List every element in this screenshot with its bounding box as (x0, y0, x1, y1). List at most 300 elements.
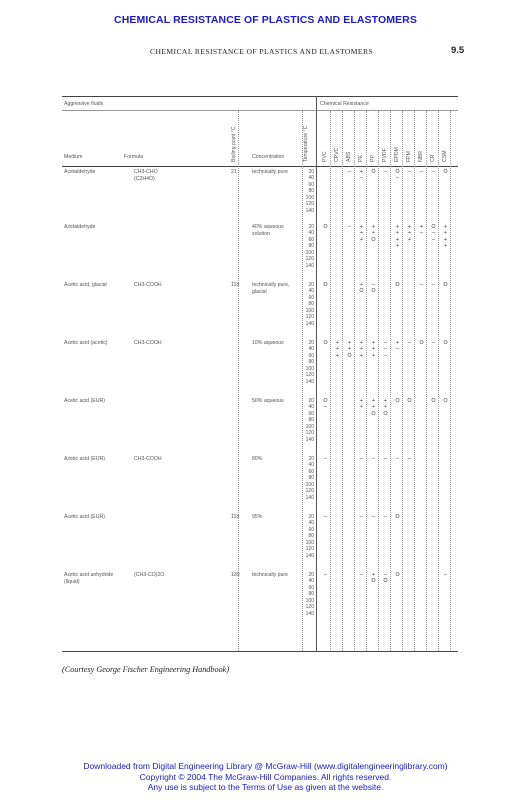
resistance-rating: – (408, 340, 411, 346)
temperature-value: 120 (305, 546, 314, 553)
resistance-rating: O (443, 169, 448, 175)
temperature-value: 60 (308, 584, 314, 591)
temperature-value: 40 (308, 230, 314, 237)
rating-column (369, 340, 378, 385)
temperature-value: 80 (308, 533, 314, 540)
resistance-rating (381, 321, 390, 327)
temperature-value: 40 (308, 520, 314, 527)
resistance-rating (381, 553, 390, 559)
rating-column (321, 456, 330, 501)
temperature-value: 100 (305, 249, 314, 256)
temperature-list (300, 169, 314, 214)
resistance-rating: + (335, 346, 340, 353)
resistance-rating (393, 495, 402, 501)
rating-column (381, 169, 390, 214)
medium-name: Acetaldehyde (64, 169, 96, 175)
temperature-value: 60 (308, 181, 314, 188)
resistance-rating: – (384, 169, 387, 175)
resistance-rating (369, 263, 378, 269)
rating-column (369, 456, 378, 501)
resistance-rating (345, 437, 354, 443)
temperature-value: 140 (305, 320, 314, 327)
resistance-rating: O (371, 288, 376, 295)
resistance-rating (321, 437, 330, 443)
temperature-value: 60 (308, 236, 314, 243)
resistance-rating (405, 437, 414, 443)
material-column-divider (438, 111, 439, 651)
rating-column (429, 282, 438, 327)
rating-column (393, 456, 402, 501)
rating-column (345, 224, 354, 269)
resistance-rating (357, 611, 366, 617)
rating-column (345, 282, 354, 327)
resistance-rating: + (443, 224, 448, 230)
table-top-rule (62, 96, 458, 97)
formula-line-2: (C2H4O) (134, 175, 155, 182)
resistance-rating (321, 208, 330, 214)
rating-column (441, 398, 450, 443)
rating-column (333, 398, 342, 443)
resistance-rating (441, 208, 450, 214)
resistance-rating: + (383, 398, 388, 404)
resistance-rating: – (432, 340, 435, 346)
temperature-value: 40 (308, 175, 314, 182)
temperature-value: 120 (305, 372, 314, 379)
resistance-rating: + (395, 236, 400, 243)
rating-column (417, 340, 426, 385)
rating-column (429, 398, 438, 443)
resistance-rating: – (420, 230, 423, 237)
temperature-value: 100 (305, 365, 314, 372)
footer-line-3: Any use is subject to the Terms of Use as given at the website. (147, 782, 384, 792)
rating-column (405, 340, 414, 385)
resistance-rating: + (383, 404, 388, 411)
resistance-rating (441, 553, 450, 559)
resistance-rating (417, 208, 426, 214)
material-column-divider (378, 111, 379, 651)
resistance-rating: – (384, 572, 387, 578)
rating-column (321, 398, 330, 443)
resistance-rating: + (359, 169, 364, 175)
group-header-aggressive-fluids: Aggressive fluids (64, 101, 104, 107)
resistance-rating (321, 611, 330, 617)
resistance-rating: + (419, 224, 424, 230)
temperature-value: 80 (308, 417, 314, 424)
temperature-value: 20 (308, 340, 314, 346)
temperature-value: 140 (305, 494, 314, 501)
resistance-rating: O (371, 578, 376, 585)
temperature-value: 120 (305, 604, 314, 611)
header-material: ABS (346, 151, 352, 162)
resistance-rating: O (431, 224, 436, 230)
footer-line-2: Copyright © 2004 The McGraw-Hill Companies. All rights reserved. (139, 771, 392, 782)
rating-column (357, 169, 366, 214)
rating-column (429, 224, 438, 269)
rating-column (429, 572, 438, 617)
resistance-rating: + (443, 230, 448, 237)
resistance-rating: + (395, 243, 400, 250)
resistance-rating (345, 553, 354, 559)
rating-column (345, 456, 354, 501)
resistance-rating: + (395, 224, 400, 230)
resistance-rating (381, 263, 390, 269)
resistance-rating: – (348, 224, 351, 230)
resistance-rating: – (396, 175, 399, 182)
rating-column (357, 224, 366, 269)
medium-name: Acetaldehyde (64, 224, 96, 230)
rating-column (441, 340, 450, 385)
rating-column (417, 456, 426, 501)
resistance-rating: O (371, 236, 376, 243)
concentration: technically pure (252, 572, 289, 578)
rating-column (357, 514, 366, 559)
resistance-rating: – (348, 169, 351, 175)
resistance-rating: O (395, 169, 400, 175)
temperature-value: 60 (308, 294, 314, 301)
temperature-value: 120 (305, 256, 314, 263)
concentration: technically pure (252, 169, 289, 175)
temperature-value: 140 (305, 552, 314, 559)
resistance-rating: + (359, 230, 364, 237)
resistance-rating (357, 437, 366, 443)
temperature-value: 80 (308, 475, 314, 482)
resistance-rating: – (432, 169, 435, 175)
header-material: PE (358, 155, 364, 162)
header-formula: Formula (124, 154, 144, 160)
material-column-divider (330, 111, 331, 651)
medium-name: Acetic acid, glacial (64, 282, 107, 288)
resistance-rating (417, 553, 426, 559)
material-column-divider (402, 111, 403, 651)
header-medium: Medium (64, 154, 83, 160)
rating-column (381, 572, 390, 617)
resistance-rating (345, 321, 354, 327)
temperature-value: 140 (305, 262, 314, 269)
resistance-rating: + (371, 404, 376, 411)
resistance-rating (429, 208, 438, 214)
header-material: FPM (406, 151, 412, 162)
rating-column (393, 282, 402, 327)
resistance-rating: – (372, 282, 375, 288)
resistance-rating: – (432, 230, 435, 237)
rating-column (357, 456, 366, 501)
rating-column (381, 456, 390, 501)
formula: CH3-COOH (134, 340, 162, 346)
temperature-list (300, 224, 314, 269)
resistance-rating (381, 208, 390, 214)
resistance-rating: – (420, 169, 423, 175)
table-group-rule (62, 110, 458, 111)
rating-column (345, 572, 354, 617)
resistance-rating: O (443, 340, 448, 346)
resistance-rating (369, 379, 378, 385)
boiling-point: 118 (231, 514, 240, 520)
resistance-rating (417, 379, 426, 385)
resistance-rating: O (323, 224, 328, 230)
rating-column (357, 398, 366, 443)
material-column-divider (354, 111, 355, 651)
rating-column (429, 514, 438, 559)
temperature-list (300, 514, 314, 559)
rating-column (381, 398, 390, 443)
resistance-rating: O (323, 282, 328, 288)
rating-column (333, 340, 342, 385)
resistance-rating: + (371, 224, 376, 230)
rating-column (417, 398, 426, 443)
resistance-rating (333, 208, 342, 214)
courtesy-note: (Courtesy George Fischer Engineering Handbook) (62, 665, 230, 674)
header-temperature: Temperature °C (303, 125, 309, 162)
medium-name: Acetic acid anhydride (64, 572, 114, 578)
header-material: PVC (322, 151, 328, 162)
resistance-rating (393, 611, 402, 617)
material-column-divider (450, 111, 451, 651)
resistance-rating (321, 495, 330, 501)
concentration: 95% (252, 514, 263, 520)
resistance-rating (429, 437, 438, 443)
rating-column (333, 456, 342, 501)
rating-column (405, 282, 414, 327)
rating-column (321, 572, 330, 617)
formula: CH3-CHO (134, 169, 158, 175)
rating-column (321, 169, 330, 214)
table-header-rule (62, 166, 458, 167)
temperature-value: 100 (305, 597, 314, 604)
resistance-rating: O (419, 340, 424, 346)
temperature-value: 100 (305, 481, 314, 488)
resistance-rating: + (347, 346, 352, 353)
boiling-point: 139 (231, 572, 240, 578)
resistance-rating (441, 263, 450, 269)
rating-column (357, 340, 366, 385)
resistance-rating: + (407, 224, 412, 230)
rating-column (417, 514, 426, 559)
resistance-rating: – (444, 572, 447, 578)
resistance-rating: + (443, 236, 448, 243)
formula: (CH3-CO)2O (134, 572, 165, 578)
resistance-rating (369, 321, 378, 327)
rating-column (345, 169, 354, 214)
resistance-rating: + (359, 346, 364, 353)
resistance-rating: + (371, 346, 376, 353)
rating-column (369, 282, 378, 327)
resistance-rating (429, 553, 438, 559)
resistance-rating: + (407, 236, 412, 243)
temperature-value: 100 (305, 307, 314, 314)
resistance-rating (333, 553, 342, 559)
rating-column (429, 340, 438, 385)
material-column-divider (342, 111, 343, 651)
resistance-rating: – (396, 346, 399, 353)
rating-column (393, 398, 402, 443)
rating-column (321, 224, 330, 269)
resistance-rating (369, 208, 378, 214)
resistance-rating: – (420, 282, 423, 288)
material-column-divider (366, 111, 367, 651)
resistance-rating (381, 437, 390, 443)
resistance-rating (369, 495, 378, 501)
resistance-rating (441, 321, 450, 327)
rating-column (333, 224, 342, 269)
rating-column (429, 169, 438, 214)
resistance-rating (345, 379, 354, 385)
temperature-value: 80 (308, 359, 314, 366)
temperature-value: 20 (308, 514, 314, 520)
rating-column (369, 398, 378, 443)
temperature-value: 80 (308, 591, 314, 598)
temperature-value: 140 (305, 378, 314, 385)
rating-column (345, 514, 354, 559)
header-material: NBR (418, 151, 424, 162)
rating-column (321, 514, 330, 559)
rating-column (369, 224, 378, 269)
temperature-value: 60 (308, 410, 314, 417)
rating-column (417, 224, 426, 269)
temperature-value: 120 (305, 314, 314, 321)
resistance-rating: + (371, 352, 376, 359)
resistance-rating: O (371, 410, 376, 417)
resistance-rating: – (384, 340, 387, 346)
boiling-point: 21 (231, 169, 237, 175)
resistance-rating (417, 437, 426, 443)
resistance-rating: + (335, 340, 340, 346)
medium-name: Acetic acid (acetic) (64, 340, 108, 346)
resistance-rating (429, 379, 438, 385)
resistance-rating (429, 263, 438, 269)
formula: CH3-COOH (134, 282, 162, 288)
temperature-value: 80 (308, 301, 314, 308)
header-material: EPDM (394, 147, 400, 162)
temperature-value: 60 (308, 352, 314, 359)
resistance-rating: – (432, 236, 435, 243)
resistance-rating (405, 611, 414, 617)
resistance-rating: + (359, 398, 364, 404)
resistance-rating: + (371, 230, 376, 237)
rating-column (441, 169, 450, 214)
resistance-rating: – (360, 456, 363, 462)
resistance-rating (429, 321, 438, 327)
temperature-value: 40 (308, 346, 314, 353)
resistance-rating: – (408, 456, 411, 462)
resistance-rating (381, 495, 390, 501)
resistance-rating: O (347, 352, 352, 359)
resistance-rating: O (383, 410, 388, 417)
group-header-chemical-resistance: Chemical Resistance (320, 101, 369, 107)
temperature-value: 100 (305, 539, 314, 546)
resistance-rating (333, 263, 342, 269)
temperature-value: 140 (305, 207, 314, 214)
resistance-rating (357, 321, 366, 327)
resistance-rating (393, 379, 402, 385)
temperature-list (300, 340, 314, 385)
footer (0, 761, 531, 793)
resistance-rating: – (396, 456, 399, 462)
rating-column (405, 398, 414, 443)
temperature-value: 20 (308, 169, 314, 175)
resistance-rating (345, 208, 354, 214)
resistance-rating (333, 437, 342, 443)
resistance-rating: O (443, 398, 448, 404)
rating-column (441, 224, 450, 269)
resistance-rating (321, 263, 330, 269)
resistance-rating: – (408, 169, 411, 175)
resistance-rating (429, 611, 438, 617)
resistance-rating: – (384, 346, 387, 353)
temperature-list (300, 282, 314, 327)
resistance-rating: O (395, 572, 400, 578)
rating-column (405, 169, 414, 214)
resistance-rating: + (371, 572, 376, 578)
resistance-rating: + (395, 340, 400, 346)
resistance-rating (357, 263, 366, 269)
rating-column (393, 340, 402, 385)
footer-line-1: Downloaded from Digital Engineering Library @ McGraw-Hill (www.digitalengineeringlibrary.com) (83, 761, 448, 771)
rating-column (357, 282, 366, 327)
resistance-rating: – (360, 514, 363, 520)
rating-column (441, 572, 450, 617)
resistance-rating: + (359, 404, 364, 411)
header-concentration: Concentration (252, 154, 285, 160)
temperature-value: 60 (308, 526, 314, 533)
temperature-value: 40 (308, 462, 314, 469)
temperature-value: 120 (305, 201, 314, 208)
resistance-rating: + (359, 236, 364, 243)
resistance-rating (417, 321, 426, 327)
temperature-value: 40 (308, 404, 314, 411)
rating-column (357, 572, 366, 617)
resistance-rating (405, 321, 414, 327)
resistance-rating (357, 553, 366, 559)
temperature-value: 40 (308, 288, 314, 295)
resistance-rating: + (359, 224, 364, 230)
rating-column (381, 224, 390, 269)
resistance-rating: + (335, 352, 340, 359)
resistance-rating: – (360, 572, 363, 578)
resistance-rating: + (359, 282, 364, 288)
column-divider (238, 111, 239, 651)
resistance-rating (429, 495, 438, 501)
resistance-rating: + (407, 230, 412, 237)
rating-column (393, 169, 402, 214)
resistance-rating: – (324, 514, 327, 520)
medium-name-line-2: (liquid) (64, 578, 80, 585)
resistance-rating: – (384, 352, 387, 359)
header-material: PVDF (382, 148, 388, 162)
temperature-value: 100 (305, 194, 314, 201)
group-divider (316, 96, 317, 652)
rating-column (369, 169, 378, 214)
download-banner: CHEMICAL RESISTANCE OF PLASTICS AND ELASTOMERS (114, 14, 417, 26)
rating-column (405, 456, 414, 501)
rating-column (405, 224, 414, 269)
resistance-rating (405, 379, 414, 385)
concentration: technically pure, (252, 282, 290, 288)
rating-column (417, 572, 426, 617)
rating-column (381, 340, 390, 385)
medium-name: Acetic acid (EUR) (64, 514, 105, 520)
resistance-rating: – (384, 514, 387, 520)
resistance-rating (405, 553, 414, 559)
resistance-rating (405, 263, 414, 269)
temperature-value: 20 (308, 456, 314, 462)
resistance-rating (405, 208, 414, 214)
resistance-rating (333, 611, 342, 617)
concentration-line-2: glacial (252, 288, 267, 295)
resistance-rating: O (431, 398, 436, 404)
temperature-value: 60 (308, 468, 314, 475)
temperature-list (300, 398, 314, 443)
rating-column (333, 282, 342, 327)
